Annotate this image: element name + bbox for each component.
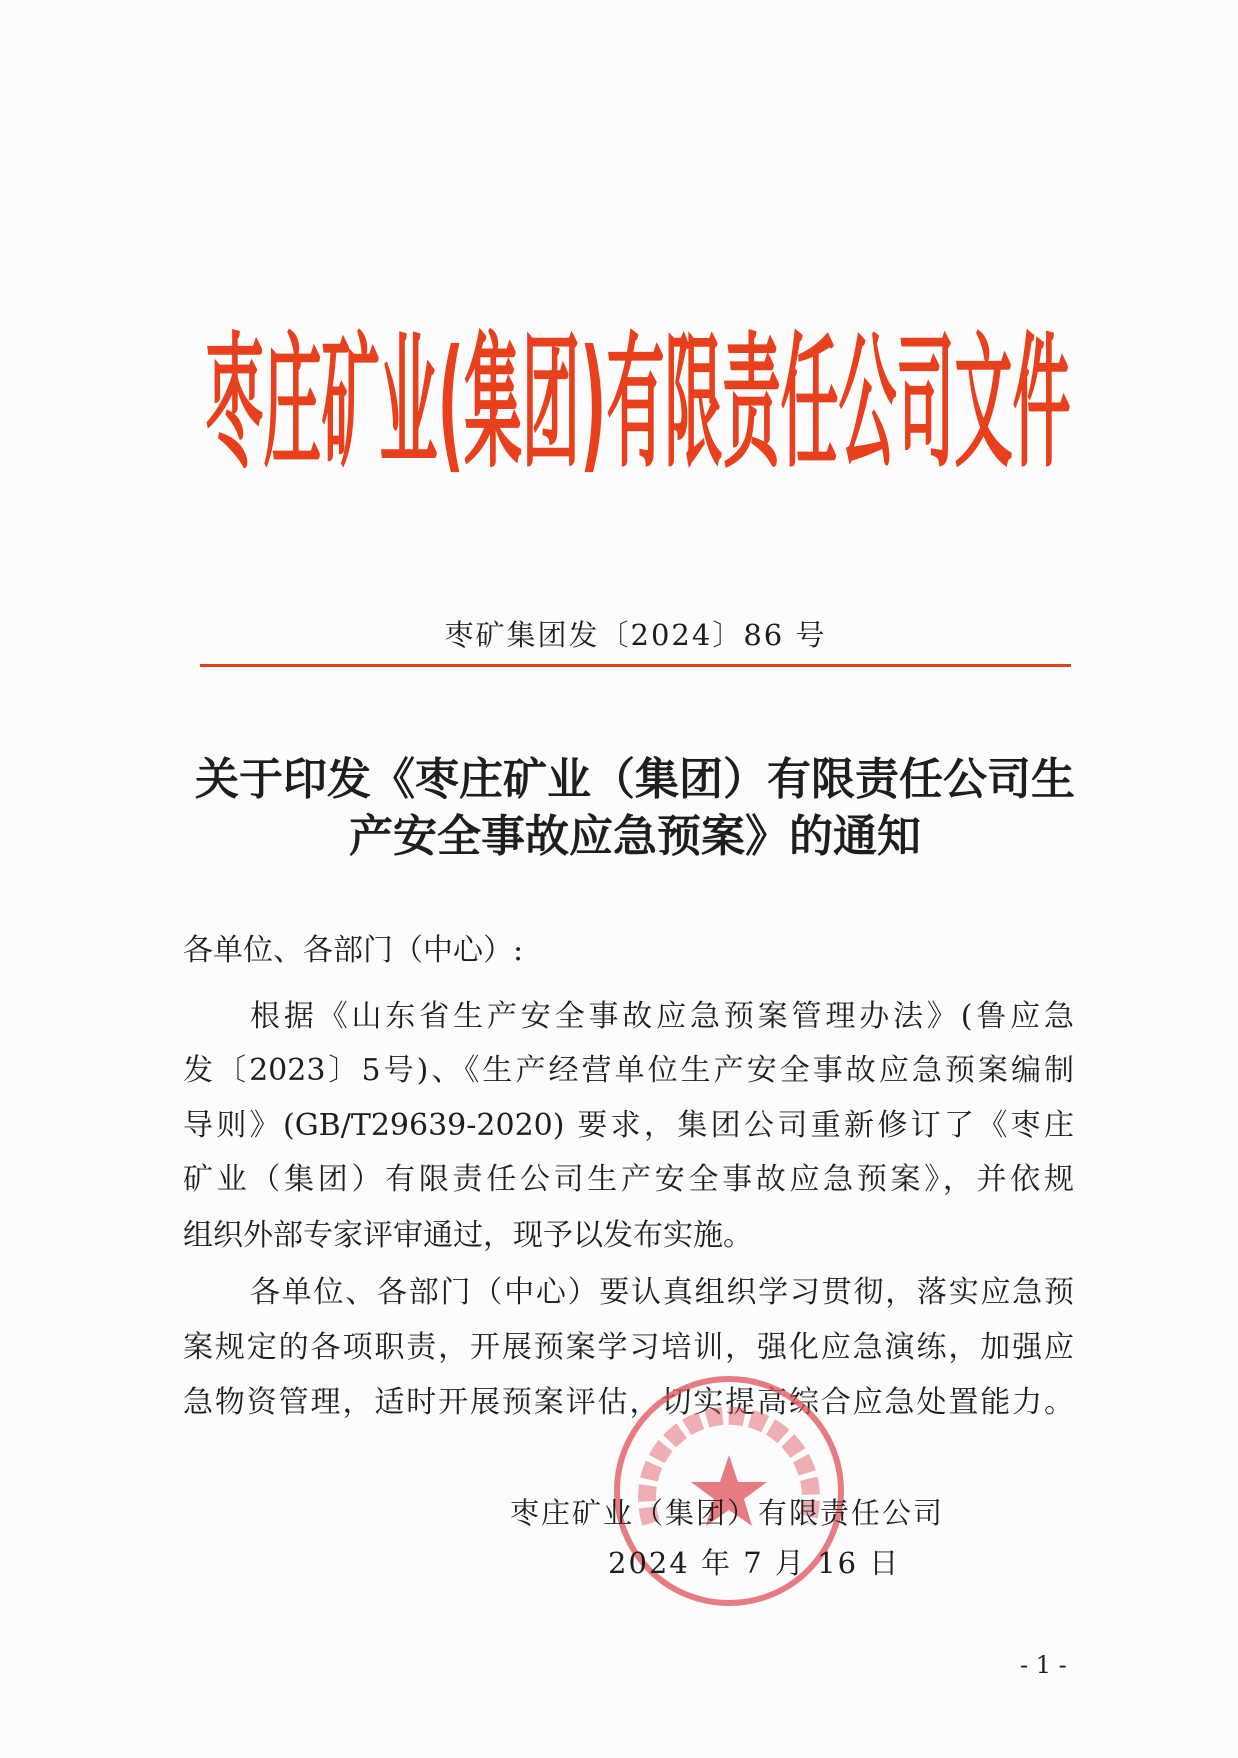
body-line: 案规定的各项职责，开展预案学习培训，强化应急演练，加强应 [183,1330,1074,1365]
notice-title-line-1: 关于印发《枣庄矿业（集团）有限责任公司生 [195,754,1075,805]
signature-date: 2024 年 7 月 16 日 [608,1546,901,1580]
document-number: 枣矿集团发〔2024〕86 号 [444,618,827,652]
signature-organization: 枣庄矿业（集团）有限责任公司 [510,1496,945,1530]
body-line: 根据《山东省生产安全事故应急预案管理办法》(鲁应急 [250,999,1074,1034]
body-line: 导则》(GB/T29639-2020) 要求，集团公司重新修订了《枣庄 [183,1108,1074,1143]
document-header-title: 枣庄矿业(集团)有限责任公司文件 [205,318,1071,488]
notice-title-line-2: 产安全事故应急预案》的通知 [349,811,921,862]
body-line: 发〔2023〕5号)、《生产经营单位生产安全事故应急预案编制 [183,1053,1074,1088]
body-line: 组织外部专家评审通过，现予以发布实施。 [183,1218,753,1253]
body-line: 急物资管理，适时开展预案评估，切实提高综合应急处置能力。 [183,1385,1074,1420]
page-number: - 1 - [1020,1651,1067,1679]
salutation: 各单位、各部门（中心）: [183,933,524,968]
body-line: 各单位、各部门（中心）要认真组织学习贯彻，落实应急预 [250,1275,1074,1310]
body-line: 矿业（集团）有限责任公司生产安全事故应急预案》，并依规 [183,1162,1074,1197]
red-divider [200,664,1071,667]
